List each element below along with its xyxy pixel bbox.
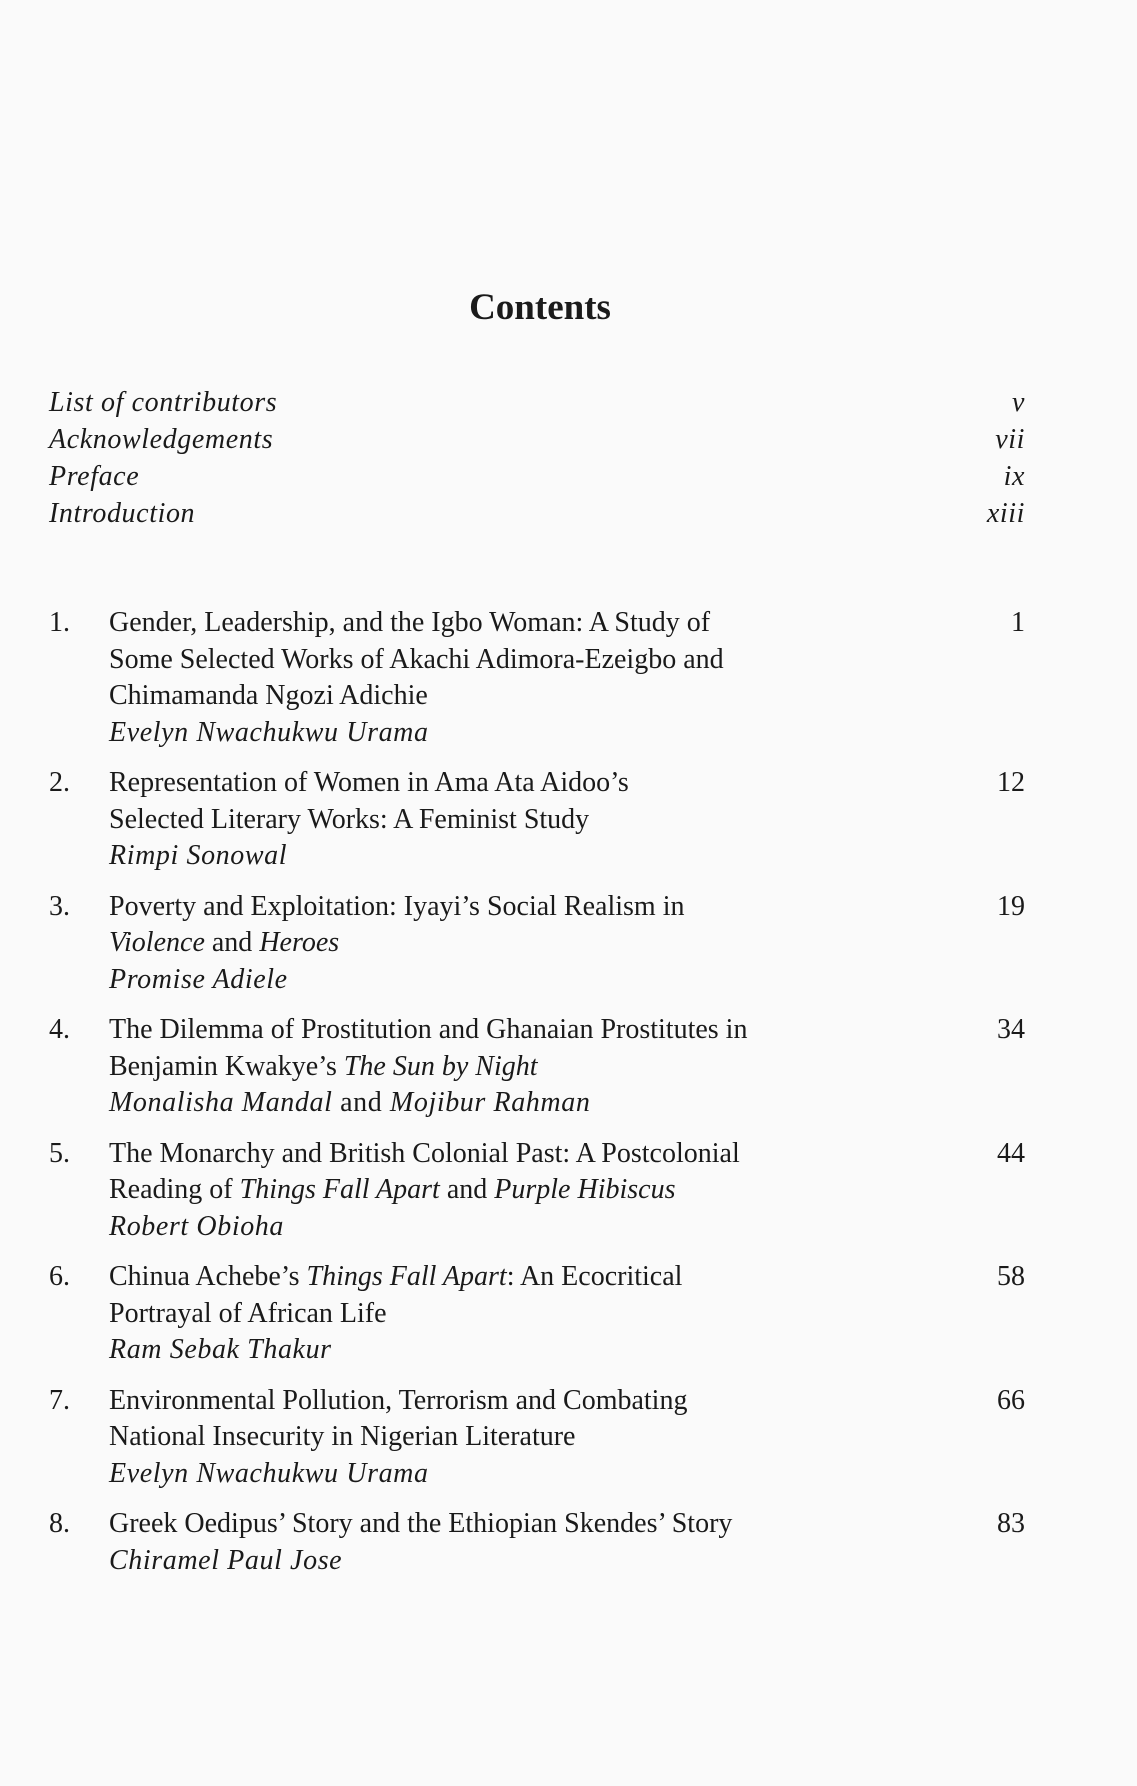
author-connector: Evelyn Nwachukwu Urama bbox=[109, 716, 429, 748]
front-matter-page: ix bbox=[1003, 461, 1025, 492]
chapter-number: 5. bbox=[49, 1137, 70, 1169]
chapter-author bbox=[109, 1456, 965, 1493]
chapter-title-line bbox=[109, 889, 965, 926]
chapter-page: 83 bbox=[997, 1508, 1025, 1539]
chapter-author bbox=[109, 962, 965, 999]
front-matter-label: Preface bbox=[49, 461, 140, 492]
chapter-entry bbox=[49, 1012, 1025, 1122]
front-matter-label: Introduction bbox=[49, 498, 196, 529]
chapter-title-text: National Insecurity in Nigerian Literature bbox=[109, 1421, 576, 1452]
chapter-number: 2. bbox=[49, 767, 70, 798]
chapter-author bbox=[109, 838, 965, 875]
front-matter-label: Acknowledgements bbox=[49, 424, 274, 455]
chapter-entry bbox=[49, 889, 1025, 999]
front-matter-item bbox=[49, 384, 1025, 421]
front-matter-item bbox=[49, 458, 1025, 495]
chapter-page: 19 bbox=[997, 890, 1025, 922]
chapter-title-text: Gender, Leadership, and the Igbo Woman: A Study of bbox=[109, 607, 711, 638]
chapter-page: 34 bbox=[997, 1014, 1025, 1045]
chapter-title-line bbox=[109, 1049, 965, 1086]
chapter-number: 4. bbox=[49, 1014, 70, 1045]
chapter-body bbox=[109, 1506, 965, 1579]
chapter-author bbox=[109, 1332, 965, 1369]
chapter-body bbox=[109, 1259, 965, 1369]
chapter-page: 66 bbox=[997, 1384, 1025, 1416]
chapter-title-line bbox=[109, 765, 965, 802]
chapter-title-line bbox=[109, 678, 965, 715]
author-connector: and bbox=[332, 1087, 390, 1118]
chapter-title-line bbox=[109, 802, 965, 839]
chapter-title-line bbox=[109, 1259, 965, 1296]
front-matter-page: vii bbox=[995, 424, 1025, 455]
chapter-entry bbox=[49, 1383, 1025, 1493]
page-title: Contents bbox=[469, 287, 611, 328]
front-matter-page: v bbox=[1011, 387, 1025, 418]
chapter-body bbox=[109, 1012, 965, 1122]
chapter-body bbox=[109, 1383, 965, 1493]
chapter-title-line bbox=[109, 1136, 965, 1173]
chapter-title-text: Selected Literary Works: A Feminist Study bbox=[109, 803, 590, 835]
chapter-title-text: Some Selected Works of Akachi Adimora-Ezeigbo and bbox=[109, 643, 724, 675]
chapter-title-text: The Monarchy and British Colonial Past: A Postcolonial bbox=[109, 1137, 740, 1169]
chapter-title-text: Environmental Pollution, Terrorism and Combating bbox=[109, 1384, 688, 1416]
chapter-author bbox=[109, 715, 965, 752]
chapter-title-line bbox=[109, 1506, 965, 1543]
chapter-title-text: Portrayal of African Life bbox=[109, 1297, 387, 1329]
author-connector: Evelyn Nwachukwu Urama bbox=[109, 1457, 429, 1489]
chapter-title-text: Representation of Women in Ama Ata Aidoo’s bbox=[109, 767, 629, 798]
front-matter-item bbox=[49, 495, 1025, 532]
chapter-entry bbox=[49, 1136, 1025, 1246]
author-connector: Chiramel Paul Jose bbox=[109, 1544, 343, 1576]
chapter-title-line bbox=[109, 1419, 965, 1456]
chapter-title-italic: The Sun by Night bbox=[343, 1050, 538, 1082]
chapter-number: 1. bbox=[49, 607, 70, 638]
chapter-title-text: and bbox=[204, 927, 260, 958]
chapter-body bbox=[109, 1136, 965, 1246]
chapter-title-line bbox=[109, 925, 965, 962]
chapter-entry bbox=[49, 1506, 1025, 1579]
chapter-page: 44 bbox=[997, 1137, 1025, 1169]
chapter-author bbox=[109, 1085, 965, 1122]
chapter-body bbox=[109, 889, 965, 999]
chapter-title-italic: Things Fall Apart bbox=[239, 1174, 440, 1205]
chapter-title-line bbox=[109, 1012, 965, 1049]
chapter-page: 1 bbox=[1011, 607, 1025, 638]
author-connector: Robert Obioha bbox=[109, 1210, 285, 1242]
front-matter-page: xiii bbox=[986, 498, 1025, 529]
chapter-title-line bbox=[109, 1172, 965, 1209]
chapter-title-text: Poverty and Exploitation: Iyayi’s Social Realism in bbox=[109, 890, 685, 922]
chapter-title-italic: Violence bbox=[109, 927, 205, 958]
chapter-title-italic: Purple Hibiscus bbox=[494, 1174, 676, 1205]
chapter-title-text: Chimamanda Ngozi Adichie bbox=[109, 680, 428, 711]
author-connector: Ram Sebak Thakur bbox=[109, 1334, 332, 1365]
author-connector: Rimpi Sonowal bbox=[109, 840, 288, 871]
chapter-number: 8. bbox=[49, 1508, 70, 1539]
chapter-body bbox=[109, 605, 965, 751]
chapter-title-line bbox=[109, 1296, 965, 1333]
chapter-entry bbox=[49, 605, 1025, 751]
chapter-entry bbox=[49, 765, 1025, 875]
front-matter-label: List of contributors bbox=[49, 387, 278, 418]
chapter-title-line bbox=[109, 642, 965, 679]
chapter-entry bbox=[49, 1259, 1025, 1369]
chapter-page: 12 bbox=[997, 767, 1025, 798]
chapter-title-text: and bbox=[439, 1174, 495, 1205]
front-matter-item bbox=[49, 421, 1025, 458]
chapter-title-text: Reading of bbox=[109, 1174, 240, 1205]
chapter-title-text: : An Ecocritical bbox=[506, 1261, 683, 1292]
chapter-number: 3. bbox=[49, 890, 70, 922]
chapter-title-text: Benjamin Kwakye’s bbox=[109, 1050, 344, 1082]
chapter-title-line bbox=[109, 605, 965, 642]
chapter-title-italic: Things Fall Apart bbox=[306, 1261, 507, 1292]
chapter-title-text: Greek Oedipus’ Story and the Ethiopian Skendes’ Story bbox=[109, 1508, 733, 1539]
chapter-author bbox=[109, 1209, 965, 1246]
author-name: Monalisha Mandal bbox=[109, 1087, 333, 1118]
author-name: Mojibur Rahman bbox=[389, 1087, 591, 1118]
chapter-title-line bbox=[109, 1383, 965, 1420]
author-connector: Promise Adiele bbox=[109, 963, 288, 995]
chapter-number: 6. bbox=[49, 1261, 70, 1292]
chapter-title-italic: Heroes bbox=[259, 927, 340, 958]
chapter-title-text: Chinua Achebe’s bbox=[109, 1261, 307, 1292]
chapter-title-text: The Dilemma of Prostitution and Ghanaian Prostitutes in bbox=[109, 1014, 748, 1045]
chapter-list bbox=[49, 605, 1025, 1593]
chapter-body bbox=[109, 765, 965, 875]
chapter-author bbox=[109, 1543, 965, 1580]
chapter-page: 58 bbox=[997, 1261, 1025, 1292]
front-matter-list bbox=[49, 384, 1025, 532]
chapter-number: 7. bbox=[49, 1384, 70, 1416]
